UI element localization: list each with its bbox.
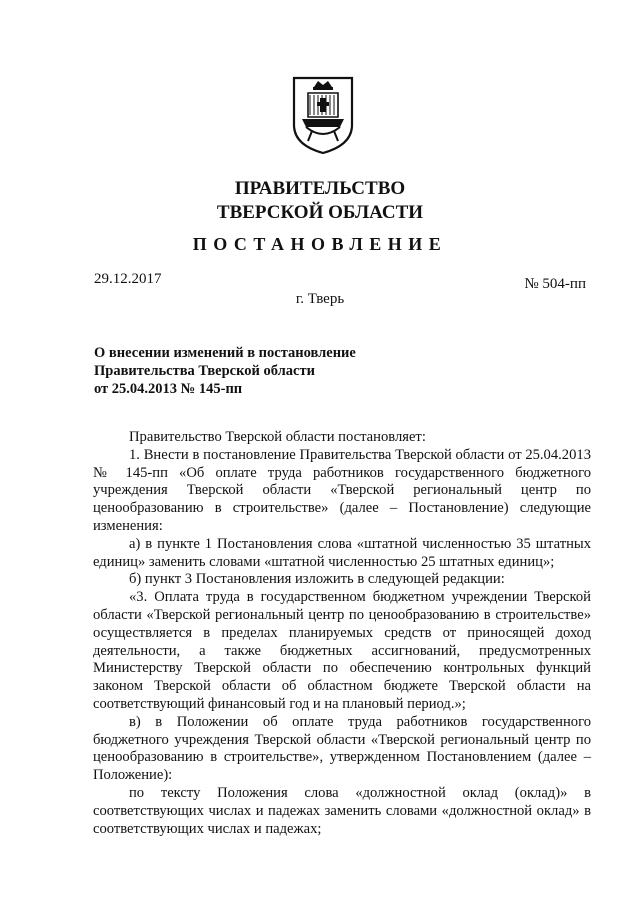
body-paragraph-item-b: б) пункт 3 Постановления изложить в следующей редакции:: [129, 571, 505, 588]
subject-line-2: Правительства Тверской области: [94, 363, 315, 379]
document-date: 29.12.2017: [94, 271, 162, 287]
coat-of-arms-emblem: [288, 75, 358, 155]
subject-line-3: от 25.04.2013 № 145-пп: [94, 381, 243, 397]
body-paragraph-item-a: а) в пункте 1 Постановления слова «штатной численностью 35 штатных единиц» заменить словами «штатной численностью 25 штатных единиц»;: [93, 535, 591, 570]
document-number: № 504-пп: [524, 276, 586, 292]
document-body: [93, 429, 591, 838]
body-paragraph-item-v: в) в Положении об оплате труда работников государственного бюджетного учреждения Тверской области «Тверской региональный центр по ценообразованию в строительстве», утвержденном Постановлением (далее – Положение):: [93, 713, 591, 784]
body-paragraph-item-1: 1. Внести в постановление Правительства Тверской области от 25.04.2013 № 145-пп «Об оплате труда работников государственного бюджетного учреждения Тверской области «Тверской региональный центр по ценообразованию в строительстве» (далее – Постановление) следующие изменения:: [93, 446, 591, 534]
organization-line-2: ТВЕРСКОЙ ОБЛАСТИ: [216, 202, 424, 223]
body-paragraph-replacement: по тексту Положения слова «должностной оклад (оклад)» в соответствующих числах и падежах заменить словами «должностной оклад» в соответствующих числах и падежах;: [93, 784, 591, 837]
organization-name: [0, 177, 640, 225]
organization-line-1: ПРАВИТЕЛЬСТВО: [234, 178, 406, 199]
body-paragraph-quoted-clause-3: «3. Оплата труда в государственном бюджетном учреждении Тверской области «Тверской региональный центр по ценообразованию в строительстве» осуществляется в пределах планируемых средств от приносящей доход деятельности, а также бюджетных ассигнований, предусмотренных Министерству Тверской области по обеспечению контрольных функций законом Тверской области об областном бюджете Тверской области на соответствующий финансовый год и на плановый период.»;: [93, 589, 591, 712]
document-subject: [94, 344, 434, 398]
subject-line-1: О внесении изменений в постановление: [94, 345, 356, 361]
body-paragraph-preamble: Правительство Тверской области постановляет:: [129, 429, 426, 445]
document-type-title: ПОСТАНОВЛЕНИЕ: [192, 234, 448, 254]
document-city: г. Тверь: [295, 291, 345, 307]
